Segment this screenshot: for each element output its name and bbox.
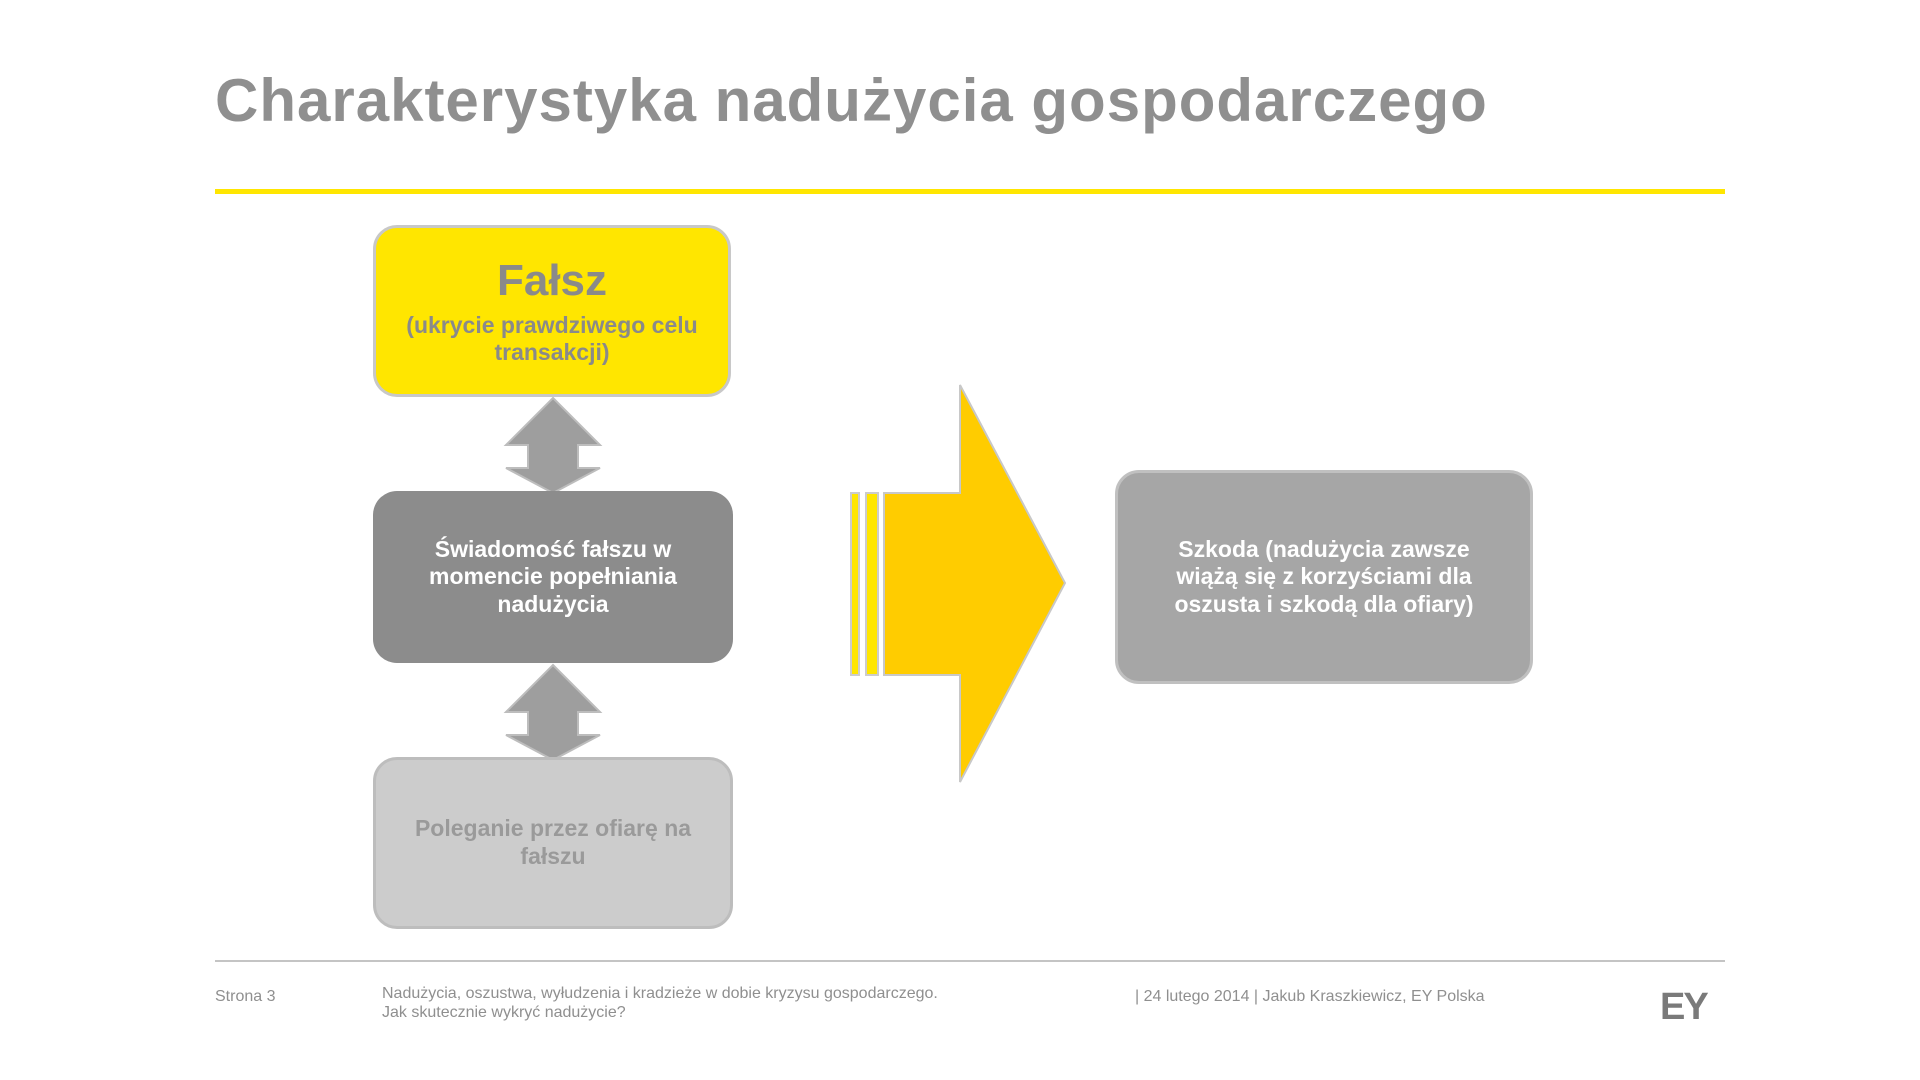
double-arrow-icon [506, 398, 600, 493]
box-falsz-detail: (ukrycie prawdziwego celu transakcji) [406, 311, 698, 366]
right-arrow-icon [884, 385, 1065, 782]
box-poleganie: Poleganie przez ofiarę na fałszu [373, 757, 733, 929]
footer-page-number: Strona 3 [215, 988, 276, 1005]
arrow-stripe [866, 493, 878, 675]
box-falsz-heading: Fałsz [496, 256, 608, 305]
arrow-stripe [851, 493, 859, 675]
title-underline [215, 189, 1725, 194]
double-arrow-icon [506, 665, 600, 760]
box-swiadomosc: Świadomość fałszu w momencie popełniania nadużycia [373, 491, 733, 663]
slide-title: Charakterystyka nadużycia gospodarczego [215, 67, 1488, 134]
footer-description [382, 984, 938, 1022]
footer-description-line2: Jak skutecznie wykryć nadużycie? [382, 1004, 626, 1022]
box-szkoda: Szkoda (nadużycia zawsze wiążą się z korzyściami dla oszusta i szkodą dla ofiary) [1115, 470, 1533, 684]
footer-description-line1: Nadużycia, oszustwa, wyłudzenia i kradzieże w dobie kryzysu gospodarczego. [382, 985, 938, 1002]
box-falsz [373, 225, 731, 397]
footer-divider [215, 960, 1725, 962]
footer-date-author: | 24 lutego 2014 | Jakub Kraszkiewicz, EY Polska [1135, 988, 1485, 1005]
ey-logo: EY [1660, 986, 1707, 1028]
